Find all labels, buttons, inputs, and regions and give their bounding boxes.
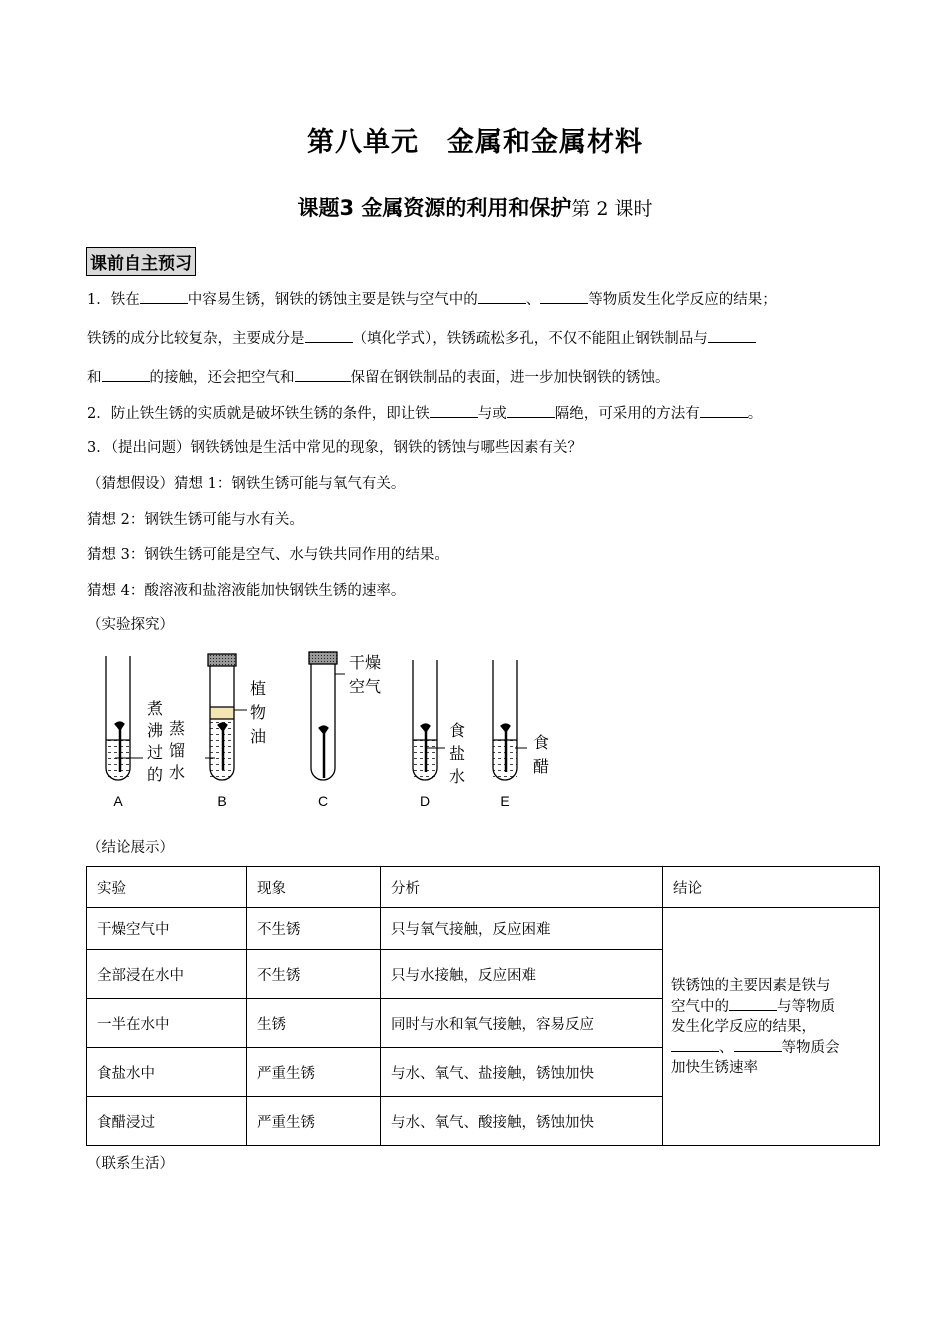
lesson-title bbox=[0, 192, 950, 222]
tube-label-a: A bbox=[113, 793, 123, 809]
tube-label-c: C bbox=[317, 793, 329, 809]
tube-a bbox=[106, 656, 143, 780]
table-cell: 一半在水中 bbox=[87, 999, 247, 1048]
label-a-distilled-1: 蒸 bbox=[169, 719, 186, 738]
table-header-row bbox=[87, 867, 880, 908]
tube-label-b: B bbox=[217, 793, 227, 809]
label-d-brine-1: 食 bbox=[449, 721, 466, 740]
table-cell: 与水、氧气、盐接触，锈蚀加快 bbox=[381, 1048, 663, 1097]
header-cell: 现象 bbox=[247, 867, 381, 908]
table-cell: 不生锈 bbox=[247, 950, 381, 999]
lesson-title-suffix: 第 2 课时 bbox=[571, 198, 653, 220]
explore-label: （实验探究） bbox=[87, 617, 174, 633]
header-cell: 实验 bbox=[87, 867, 247, 908]
table-cell: 生锈 bbox=[247, 999, 381, 1048]
table-cell: 只与氧气接触，反应困难 bbox=[381, 908, 663, 950]
label-e-vinegar-1: 食 bbox=[533, 733, 550, 752]
tube-c bbox=[309, 652, 345, 780]
hypothesis-3: 猜想 3：钢铁生锈可能是空气、水与铁共同作用的结果。 bbox=[87, 547, 449, 563]
label-c-dry-air-2: 空气 bbox=[349, 677, 382, 696]
hypothesis-4: 猜想 4：酸溶液和盐溶液能加快钢铁生锈的速率。 bbox=[87, 583, 406, 599]
label-a-boiled-3: 过 bbox=[147, 743, 164, 762]
table-cell: 同时与水和氧气接触，容易反应 bbox=[381, 999, 663, 1048]
table-cell: 食盐水中 bbox=[87, 1048, 247, 1097]
unit-title: 第八单元 金属和金属材料 bbox=[307, 127, 643, 158]
life-label: （联系生活） bbox=[87, 1156, 174, 1172]
label-d-brine-2: 盐 bbox=[449, 744, 466, 763]
hypothesis-2: 猜想 2：钢铁生锈可能与水有关。 bbox=[87, 512, 304, 528]
q1-line-3: 和 的接触，还会把空气和 保留在钢铁制品的表面，进一步加快钢铁的锈蚀。 bbox=[87, 366, 670, 387]
label-a-boiled-4: 的 bbox=[147, 765, 164, 784]
label-e-vinegar-2: 醋 bbox=[533, 757, 550, 776]
table-cell: 全部浸在水中 bbox=[87, 950, 247, 999]
table-cell: 不生锈 bbox=[247, 908, 381, 950]
conclusion-label: （结论展示） bbox=[87, 840, 174, 856]
q1-line-1: 1．铁在 中容易生锈，钢铁的锈蚀主要是铁与空气中的 、 等物质发生化学反应的结果； bbox=[87, 288, 777, 309]
q2-line: 2．防止铁生锈的实质就是破坏铁生锈的条件，即让铁 与或 隔绝，可采用的方法有 。 bbox=[87, 402, 762, 423]
table-row bbox=[87, 908, 880, 950]
label-a-distilled-3: 水 bbox=[169, 763, 186, 782]
table-cell: 只与水接触，反应困难 bbox=[381, 950, 663, 999]
label-d-brine-3: 水 bbox=[449, 767, 466, 786]
label-a-distilled-2: 馏 bbox=[169, 741, 186, 760]
label-b-oil-1: 植 bbox=[250, 679, 267, 698]
table-cell: 严重生锈 bbox=[247, 1048, 381, 1097]
results-table bbox=[86, 866, 880, 1146]
label-b-oil-3: 油 bbox=[250, 727, 267, 746]
q3-question: 3．（提出问题）钢铁锈蚀是生活中常见的现象，钢铁的锈蚀与哪些因素有关？ bbox=[87, 440, 582, 456]
label-b-oil-2: 物 bbox=[250, 703, 267, 722]
tube-b bbox=[205, 654, 247, 780]
tube-d bbox=[413, 660, 445, 780]
hypothesis-1: （猜想假设）猜想 1：钢铁生锈可能与氧气有关。 bbox=[87, 476, 406, 492]
table-cell: 严重生锈 bbox=[247, 1097, 381, 1146]
test-tube-figure bbox=[95, 648, 575, 818]
tube-label-e: E bbox=[500, 793, 510, 809]
header-cell: 分析 bbox=[381, 867, 663, 908]
label-c-dry-air-1: 干燥 bbox=[349, 653, 382, 672]
tube-e bbox=[493, 660, 527, 780]
table-cell: 干燥空气中 bbox=[87, 908, 247, 950]
conclusion-cell: 铁锈蚀的主要因素是铁与 空气中的 与等物质 发生化学反应的结果， 、 等物质会 加快生锈速率 bbox=[663, 908, 880, 1146]
table-cell: 与水、氧气、酸接触，锈蚀加快 bbox=[381, 1097, 663, 1146]
tube-label-d: D bbox=[419, 793, 431, 809]
q1-line-2: 铁锈的成分比较复杂，主要成分是 （填化学式），铁锈疏松多孔，不仅不能阻止钢铁制品与 bbox=[87, 327, 756, 348]
lesson-title-main: 课题3 金属资源的利用和保护 bbox=[297, 196, 572, 220]
table-cell: 食醋浸过 bbox=[87, 1097, 247, 1146]
label-a-boiled-1: 煮 bbox=[147, 699, 164, 718]
section-tag: 课前自主预习 bbox=[86, 247, 196, 276]
header-cell: 结论 bbox=[663, 867, 880, 908]
label-a-boiled-2: 沸 bbox=[147, 721, 164, 740]
